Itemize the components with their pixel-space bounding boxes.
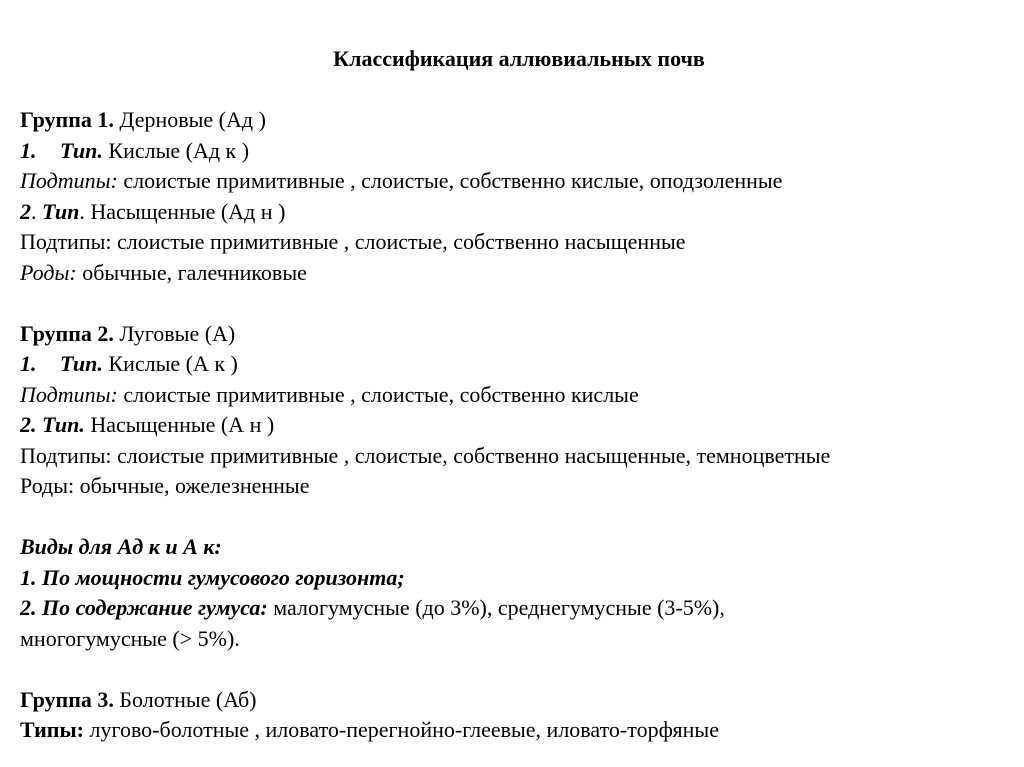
- group2-label: Группа 2.: [20, 320, 114, 346]
- group1-type2: [20, 197, 1010, 228]
- group2-type1-subtypes-text: слоистые примитивные , слоистые, собственно кислые: [117, 381, 639, 407]
- group1-name: Дерновые (Ад ): [113, 107, 266, 132]
- group2-heading: [20, 319, 1010, 350]
- group1-type2-genera: [20, 258, 1010, 289]
- group3-heading: [20, 685, 1010, 716]
- group1-type2-label: Тип: [42, 198, 80, 224]
- group2-type1-subtypes: [20, 380, 1010, 411]
- group2-type2-subtypes: Подтипы: слоистые примитивные , слоистые, собственно насыщенные, темноцветные: [20, 442, 831, 468]
- group1-type2-dot: .: [31, 198, 42, 224]
- group2-type2: [20, 410, 1010, 441]
- group1-type1-label: Тип.: [60, 137, 103, 163]
- group1-type2-num: 2: [20, 198, 31, 224]
- species-heading: Виды для Ад к и А к:: [20, 534, 222, 559]
- group2-type2-genera: Роды: обычные, ожелезненные: [20, 473, 310, 498]
- group2-type2-label: 2. Тип.: [20, 412, 85, 437]
- group1-type2-genera-label: Роды:: [20, 259, 77, 285]
- group1-type1-subtypes-text: слоистые примитивные , слоистые, собственно кислые, оподзоленные: [117, 168, 783, 193]
- group1-type1-subtypes-label: Подтипы:: [20, 168, 118, 193]
- group1-heading: [20, 105, 1010, 136]
- species-item1: 1. По мощности гумусового горизонта;: [20, 564, 405, 590]
- group1-type1-name: Кислые (Ад к ): [102, 137, 250, 163]
- group1-type2-subtypes: Подтипы: слоистые примитивные , слоистые, собственно насыщенные: [20, 229, 686, 254]
- group1-type1-num: 1.: [20, 137, 37, 163]
- spacer: [20, 654, 1010, 685]
- group1-type1: [20, 136, 1010, 167]
- spacer: [20, 288, 1010, 319]
- species-item2: [20, 593, 1010, 624]
- group3-label: Группа 3.: [20, 686, 114, 712]
- group2-type1-name: Кислые (А к ): [102, 351, 238, 376]
- group2-type1-num: 1.: [20, 351, 37, 376]
- spacer: [20, 502, 1010, 533]
- classification-body: [20, 105, 1010, 746]
- group2-type2-name: Насыщенные (А н ): [84, 412, 275, 437]
- group3-types-text: лугово-болотные , иловато-перегнойно-глеевые, иловато-торфяные: [83, 717, 719, 742]
- group1-label: Группа 1.: [20, 107, 114, 132]
- group2-type1: [20, 349, 1010, 380]
- group1-type2-genera-text: обычные, галечниковые: [76, 259, 307, 285]
- species-item2-text: малогумусные (до 3%), среднегумусные (3-5%),: [267, 595, 725, 620]
- group2-name: Луговые (А): [113, 320, 236, 346]
- group3-types: [20, 715, 1010, 746]
- group3-types-label: Типы:: [20, 717, 84, 742]
- page-title: Классификация аллювиальных почв: [333, 46, 705, 71]
- group1-type2-name: . Насыщенные (Ад н ): [79, 198, 286, 224]
- species-item2-cont: многогумусные (> 5%).: [20, 625, 240, 651]
- species-item2-label: 2. По содержание гумуса:: [20, 595, 268, 620]
- group2-type1-subtypes-label: Подтипы:: [20, 381, 118, 407]
- group3-name: Болотные (Аб): [113, 686, 257, 712]
- group2-type1-label: Тип.: [60, 351, 103, 376]
- group1-type1-subtypes: [20, 166, 1010, 197]
